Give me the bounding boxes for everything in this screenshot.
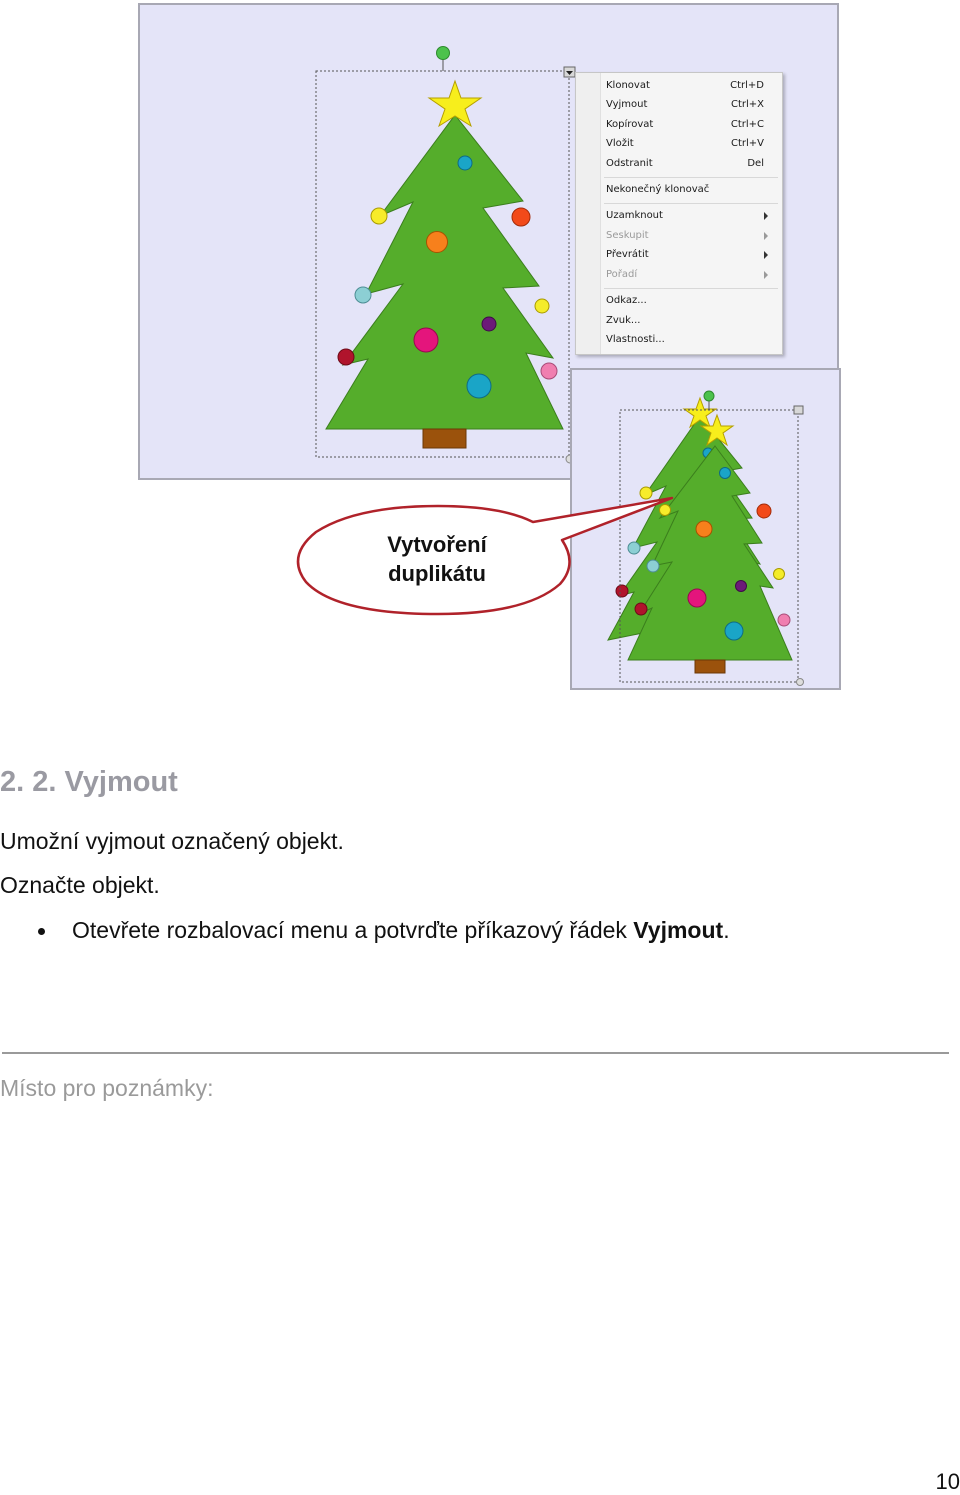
ornament (427, 232, 448, 253)
menu-item-prevratit[interactable]: Převrátit (606, 246, 776, 264)
ornament (774, 569, 785, 580)
callout-text (337, 530, 537, 588)
notes-divider (2, 1052, 949, 1054)
menu-separator (604, 288, 778, 289)
menu-item-seskupit[interactable]: Seskupit (606, 227, 776, 245)
submenu-arrow-icon (764, 232, 768, 240)
callout-line-2: duplikátu (388, 561, 486, 586)
ornament (688, 589, 706, 607)
ornament (720, 468, 731, 479)
tree-trunk (695, 660, 725, 673)
menu-item-nekonecny-klonovac[interactable]: Nekonečný klonovač (606, 184, 710, 195)
ornament (482, 317, 496, 331)
tree-trunk (423, 429, 466, 448)
ornament (414, 328, 438, 352)
bullet-icon (38, 928, 45, 935)
ornament (535, 299, 549, 313)
menu-item-uzamknout[interactable]: Uzamknout (606, 207, 776, 225)
ornament (458, 156, 472, 170)
command-name: Vyjmout (633, 917, 724, 943)
instruction-line: Označte objekt. (0, 872, 160, 898)
bullet-instruction: Otevřete rozbalovací menu a potvrďte příkazový řádek Vyjmout. (72, 917, 730, 943)
ornament (467, 374, 491, 398)
ornament (696, 521, 712, 537)
ornament (757, 504, 771, 518)
description-line: Umožní vyjmout označený objekt. (0, 828, 344, 854)
menu-item-vlozit[interactable]: Vložit Ctrl+V (606, 138, 764, 149)
menu-item-vyjmout[interactable]: Vyjmout Ctrl+X (606, 99, 764, 110)
menu-separator (604, 203, 778, 204)
ornament (338, 349, 354, 365)
submenu-arrow-icon (764, 212, 768, 220)
tree-body (326, 115, 563, 429)
ornament (512, 208, 530, 226)
resize-handle (797, 679, 804, 686)
menu-handle (794, 406, 803, 414)
ornament (725, 622, 743, 640)
callout-line-1: Vytvoření (387, 532, 487, 557)
menu-gutter (576, 73, 601, 354)
submenu-arrow-icon (764, 271, 768, 279)
rotate-handle (437, 47, 450, 60)
menu-item-klonovat[interactable]: Klonovat Ctrl+D (606, 80, 764, 91)
menu-item-vlastnosti[interactable]: Vlastnosti... (606, 334, 665, 345)
menu-item-poradi[interactable]: Pořadí (606, 266, 776, 284)
submenu-arrow-icon (764, 251, 768, 259)
menu-item-odstranit[interactable]: Odstranit Del (606, 158, 764, 169)
menu-separator (604, 177, 778, 178)
ornament (355, 287, 371, 303)
rotate-handle (704, 391, 714, 401)
ornament (541, 363, 557, 379)
section-heading: 2. 2. Vyjmout (0, 766, 178, 798)
menu-item-kopirovat[interactable]: Kopírovat Ctrl+C (606, 119, 764, 130)
menu-item-zvuk[interactable]: Zvuk... (606, 315, 641, 326)
context-menu (575, 72, 783, 355)
page-number: 10 (935, 1469, 960, 1494)
ornament (778, 614, 790, 626)
notes-label: Místo pro poznámky: (0, 1075, 214, 1101)
menu-item-odkaz[interactable]: Odkaz... (606, 295, 647, 306)
ornament (371, 208, 387, 224)
ornament (736, 581, 747, 592)
